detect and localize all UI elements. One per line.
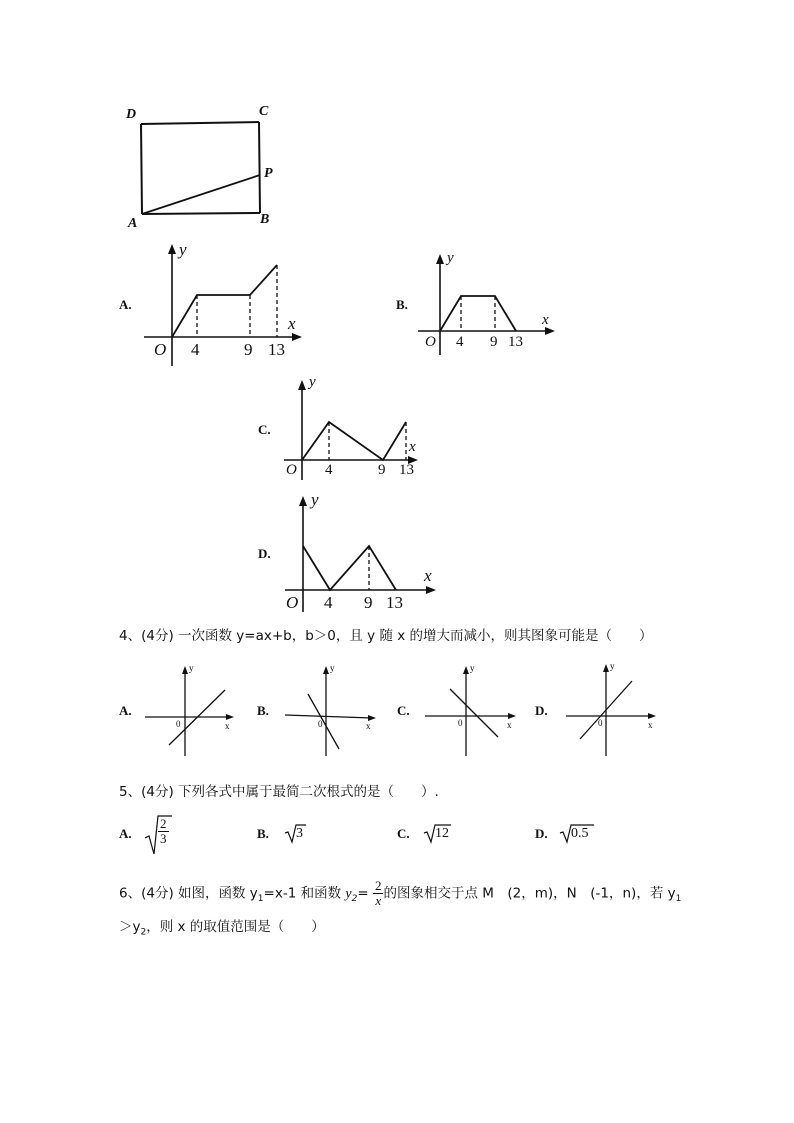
q5-a-denominator: 3	[160, 831, 167, 846]
q6-part-2: =x-1 和函数	[263, 885, 342, 902]
q3-option-d-label: D.	[258, 546, 271, 561]
question-6-line-2	[119, 915, 325, 938]
q3-b-origin: O	[425, 334, 436, 350]
q4-b-y-label: y	[330, 663, 335, 673]
q5-option-c-label[interactable]: C.	[397, 826, 410, 841]
q6-line2-a: ＞y	[119, 919, 141, 935]
q4-b-origin: 0	[318, 719, 323, 729]
q4-d-origin: 0	[598, 718, 603, 728]
q4-option-c-label[interactable]: C.	[397, 703, 410, 718]
q4-a-x-label: x	[225, 721, 230, 731]
q4-d-x-label: x	[648, 720, 653, 730]
q3-a-x-label: x	[288, 314, 296, 333]
q5-a-numerator: 2	[160, 816, 167, 831]
q6-equals: =	[357, 885, 369, 902]
q3-c-x-label: x	[409, 439, 416, 455]
q3-c-tick-4: 4	[325, 462, 333, 478]
q3-a-tick-9: 9	[244, 340, 253, 359]
q3-option-a-label: A.	[119, 297, 132, 312]
q3-a-origin: O	[154, 340, 167, 359]
q3-d-y-label: y	[311, 490, 319, 509]
q3-c-y-label: y	[309, 374, 316, 390]
q4-option-d-label[interactable]: D.	[535, 703, 548, 718]
q6-part-3: 的图象相交于点 M (2，m)，N (-1，n)，若 y	[383, 885, 676, 902]
q6-line2-b: ，则 x 的取值范围是（ ）	[146, 919, 325, 935]
q3-d-tick-13: 13	[386, 593, 403, 612]
q6-sub-3: 1	[675, 894, 682, 905]
q5-option-b-label[interactable]: B.	[257, 826, 269, 841]
q6-sub-1: 1	[257, 894, 264, 905]
q6-sub-2: 2	[351, 894, 358, 905]
q6-fraction	[373, 879, 384, 908]
question-6-line-1	[119, 879, 681, 908]
q4-c-y-label: y	[470, 663, 475, 673]
q3-option-b-label: B.	[396, 297, 408, 312]
q4-c-x-label: x	[507, 720, 512, 730]
question-5-text: 5、(4分) 下列各式中属于最简二次根式的是（ ）.	[119, 784, 439, 800]
q6-part-1: 6、(4分) 如图，函数 y	[119, 885, 258, 902]
q3-c-tick-9: 9	[378, 462, 386, 478]
q5-b-radicand: 3	[296, 826, 303, 841]
q3-a-tick-4: 4	[191, 340, 200, 359]
q4-b-x-label: x	[366, 721, 371, 731]
q3-b-x-label: x	[542, 312, 549, 328]
q5-option-d-label[interactable]: D.	[535, 826, 548, 841]
q6-frac-denominator: x	[375, 893, 382, 908]
q5-d-radicand: 0.5	[571, 826, 589, 841]
q3-d-tick-4: 4	[324, 593, 333, 612]
vertex-label-p: P	[264, 166, 273, 181]
q6-frac-numerator: 2	[374, 878, 382, 893]
q3-d-origin: O	[286, 593, 299, 612]
vertex-label-c: C	[259, 104, 269, 119]
q4-option-b-label[interactable]: B.	[257, 703, 269, 718]
q3-d-x-label: x	[424, 566, 432, 585]
question-4-text: 4、(4分) 一次函数 y=ax+b，b＞0，且 y 随 x 的增大而减小，则其图象可能是（ ）	[119, 628, 653, 644]
q3-c-tick-13: 13	[399, 462, 414, 478]
vertex-label-a: A	[128, 216, 138, 231]
q4-option-a-label[interactable]: A.	[119, 703, 132, 718]
q5-c-radicand: 12	[435, 826, 449, 841]
q3-d-tick-9: 9	[364, 593, 373, 612]
q3-b-tick-4: 4	[456, 334, 464, 350]
vertex-label-d: D	[126, 107, 137, 122]
q3-b-y-label: y	[447, 250, 454, 266]
q5-option-a-label[interactable]: A.	[119, 826, 132, 841]
q3-c-origin: O	[286, 462, 297, 478]
q6-y2: y	[345, 886, 352, 902]
q4-c-origin: 0	[458, 718, 463, 728]
q6-sub-4: 2	[140, 927, 147, 938]
q3-b-tick-9: 9	[490, 334, 498, 350]
q4-a-y-label: y	[189, 663, 194, 673]
q3-a-y-label: y	[179, 240, 187, 259]
q4-d-y-label: y	[610, 661, 615, 671]
q3-a-tick-13: 13	[268, 340, 285, 359]
q3-b-tick-13: 13	[508, 334, 523, 350]
q3-option-c-label: C.	[258, 422, 271, 437]
q4-a-origin: 0	[176, 719, 181, 729]
vertex-label-b: B	[260, 212, 270, 227]
